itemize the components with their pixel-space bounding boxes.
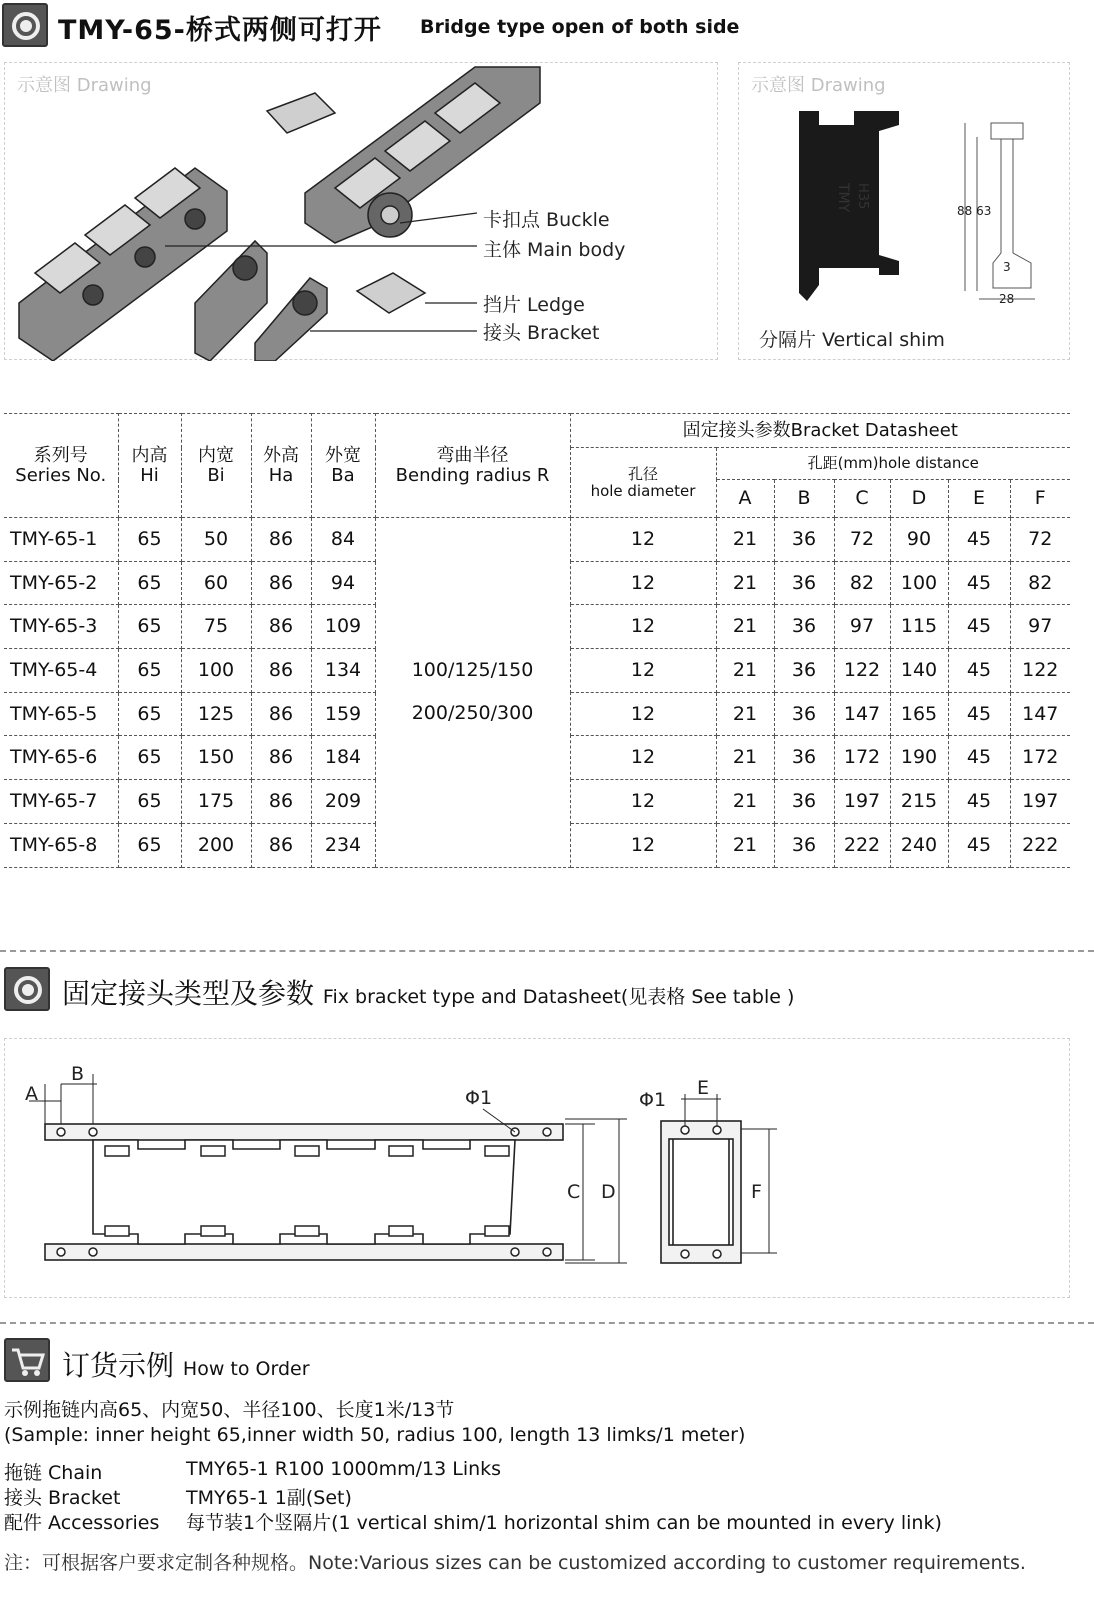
drawing-left-label: 示意图 Drawing [17,75,152,96]
table-cell: 21 [716,605,774,649]
table-cell: 65 [118,823,181,867]
table-cell: 150 [181,736,251,780]
order-item-value: 每节装1个竖隔片(1 vertical shim/1 horizontal shim can be mounted in every link) [186,1512,942,1534]
header-ba: 外宽 Ba [311,414,375,518]
table-cell: 125 [181,692,251,736]
cart-icon [4,1338,50,1382]
table-cell: 12 [570,736,716,780]
header-hole-diameter: 孔径 hole diameter [570,448,716,518]
header-col-d: D [890,480,948,518]
table-cell: 21 [716,823,774,867]
label-d: D [601,1181,616,1203]
table-cell: 12 [570,780,716,824]
table-cell: 50 [181,518,251,562]
header-bi: 内宽 Bi [181,414,251,518]
header-bracket: 固定接头参数Bracket Datasheet [570,414,1070,448]
label-a: A [25,1083,38,1105]
table-cell: 86 [251,561,311,605]
page-subtitle: Bridge type open of both side [420,16,740,38]
table-cell: 45 [948,823,1010,867]
order-item-value: TMY65-1 R100 1000mm/13 Links [186,1458,502,1480]
label-b: B [71,1063,85,1085]
series-cell: TMY-65-2 [4,561,118,605]
table-cell: 147 [834,692,890,736]
section-icon [4,967,50,1011]
table-row [4,518,1070,562]
table-cell: 86 [251,823,311,867]
label-phi1-right: Φ1 [639,1089,667,1111]
header-hole-distance: 孔距(mm)hole distance [716,448,1070,480]
label-phi1: Φ1 [465,1087,493,1109]
table-cell: 240 [890,823,948,867]
table-cell: 97 [1010,605,1070,649]
table-cell: 86 [251,605,311,649]
table-cell: 209 [311,780,375,824]
series-cell: TMY-65-3 [4,605,118,649]
shim-dim-height: 88 63 [957,204,992,218]
series-cell: TMY-65-8 [4,823,118,867]
table-cell: 36 [774,649,834,693]
table-cell: 45 [948,736,1010,780]
header-col-e: E [948,480,1010,518]
order-title-en: How to Order [182,1358,310,1380]
label-e: E [697,1077,710,1099]
table-cell: 172 [1010,736,1070,780]
label-f: F [751,1181,762,1203]
table-cell: 65 [118,649,181,693]
table-cell: 36 [774,780,834,824]
table-cell: 12 [570,518,716,562]
callout-ledge: 挡片 Ledge [483,294,585,316]
table-cell: 36 [774,518,834,562]
table-cell: 197 [1010,780,1070,824]
bracket-title-cn: 固定接头类型及参数 [62,977,315,1010]
order-note: 注：可根据客户要求定制各种规格。Note:Various sizes can be customized according to customer requirements. [4,1552,1026,1574]
table-cell: 65 [118,605,181,649]
table-cell: 36 [774,736,834,780]
table-cell: 65 [118,736,181,780]
bracket-diagram [5,1039,1071,1299]
table-cell: 94 [311,561,375,605]
section-icon [2,3,48,47]
table-cell: 86 [251,736,311,780]
table-cell: 12 [570,605,716,649]
series-cell: TMY-65-1 [4,518,118,562]
order-example-en: (Sample: inner height 65,inner width 50, radius 100, length 13 limks/1 meter) [4,1424,746,1446]
order-item-label: 拖链 Chain [4,1462,103,1484]
table-cell: 200 [181,823,251,867]
table-cell: 122 [1010,649,1070,693]
table-cell: 165 [890,692,948,736]
table-cell: 65 [118,692,181,736]
table-cell: 72 [1010,518,1070,562]
order-section-title [62,1344,310,1384]
table-cell: 140 [890,649,948,693]
order-title-cn: 订货示例 [62,1349,175,1382]
drawing-left-panel [4,62,718,360]
table-cell: 72 [834,518,890,562]
bracket-title-en: Fix bracket type and Datasheet(见表格 See table ) [322,986,795,1008]
shim-caption: 分隔片 Vertical shim [759,329,945,351]
table-cell: 175 [181,780,251,824]
table-cell: 215 [890,780,948,824]
table-cell: 36 [774,561,834,605]
label-c: C [567,1181,581,1203]
table-cell: 84 [311,518,375,562]
shim-dim-28: 28 [999,292,1015,306]
header-col-a: A [716,480,774,518]
shim-text-h35: H35 [855,183,870,210]
table-cell: 100 [890,561,948,605]
table-cell: 90 [890,518,948,562]
table-cell: 190 [890,736,948,780]
header-series: 系列号 Series No. [4,414,118,518]
table-cell: 184 [311,736,375,780]
bracket-section-title [62,972,794,1012]
table-cell: 45 [948,561,1010,605]
table-cell: 100 [181,649,251,693]
bracket-drawing-panel [4,1038,1070,1298]
series-cell: TMY-65-4 [4,649,118,693]
table-cell: 45 [948,649,1010,693]
order-item-value: TMY65-1 1副(Set) [186,1487,352,1509]
table-cell: 147 [1010,692,1070,736]
series-cell: TMY-65-7 [4,780,118,824]
callout-bracket: 接头 Bracket [483,322,600,344]
callout-main-body: 主体 Main body [483,239,626,261]
table-cell: 12 [570,823,716,867]
shim-dim-3: 3 [1003,260,1011,274]
table-cell: 21 [716,649,774,693]
header-col-f: F [1010,480,1070,518]
table-cell: 172 [834,736,890,780]
radius-cell [375,518,570,868]
table-cell: 45 [948,518,1010,562]
table-cell: 45 [948,692,1010,736]
drag-chain-illustration [5,63,719,361]
table-cell: 86 [251,780,311,824]
section-divider [0,950,1094,952]
spec-table [4,413,1070,868]
shim-text-tmy: TMY [835,183,851,213]
drawing-right-label: 示意图 Drawing [751,75,886,96]
vertical-shim-illustration [739,63,1071,361]
table-cell: 45 [948,605,1010,649]
table-cell: 21 [716,561,774,605]
table-cell: 21 [716,736,774,780]
table-cell: 60 [181,561,251,605]
table-cell: 12 [570,561,716,605]
table-cell: 222 [1010,823,1070,867]
radius-value: 100/125/150 [411,658,534,681]
page-title: TMY-65-桥式两侧可打开 [58,15,382,46]
radius-value: 200/250/300 [411,702,534,725]
table-cell: 122 [834,649,890,693]
section-divider [0,1322,1094,1324]
header-col-c: C [834,480,890,518]
table-cell: 97 [834,605,890,649]
table-cell: 222 [834,823,890,867]
table-cell: 36 [774,605,834,649]
table-cell: 134 [311,649,375,693]
header-ha: 外高 Ha [251,414,311,518]
table-cell: 65 [118,780,181,824]
header-col-b: B [774,480,834,518]
table-cell: 75 [181,605,251,649]
table-cell: 86 [251,518,311,562]
drawing-right-panel [738,62,1070,360]
table-cell: 36 [774,692,834,736]
table-cell: 65 [118,561,181,605]
series-cell: TMY-65-5 [4,692,118,736]
callout-buckle: 卡扣点 Buckle [483,209,610,231]
header-hi: 内高 Hi [118,414,181,518]
table-cell: 197 [834,780,890,824]
order-item-label: 接头 Bracket [4,1487,121,1509]
table-cell: 86 [251,692,311,736]
table-cell: 159 [311,692,375,736]
table-cell: 86 [251,649,311,693]
table-cell: 115 [890,605,948,649]
header-radius: 弯曲半径 Bending radius R [375,414,570,518]
table-cell: 65 [118,518,181,562]
table-cell: 36 [774,823,834,867]
order-example-cn: 示例拖链内高65、内宽50、半径100、长度1米/13节 [4,1399,455,1421]
table-cell: 45 [948,780,1010,824]
table-cell: 12 [570,692,716,736]
order-item-label: 配件 Accessories [4,1512,160,1534]
table-cell: 21 [716,692,774,736]
table-cell: 82 [1010,561,1070,605]
table-cell: 109 [311,605,375,649]
table-cell: 21 [716,780,774,824]
table-cell: 12 [570,649,716,693]
table-cell: 234 [311,823,375,867]
table-cell: 82 [834,561,890,605]
table-cell: 21 [716,518,774,562]
series-cell: TMY-65-6 [4,736,118,780]
